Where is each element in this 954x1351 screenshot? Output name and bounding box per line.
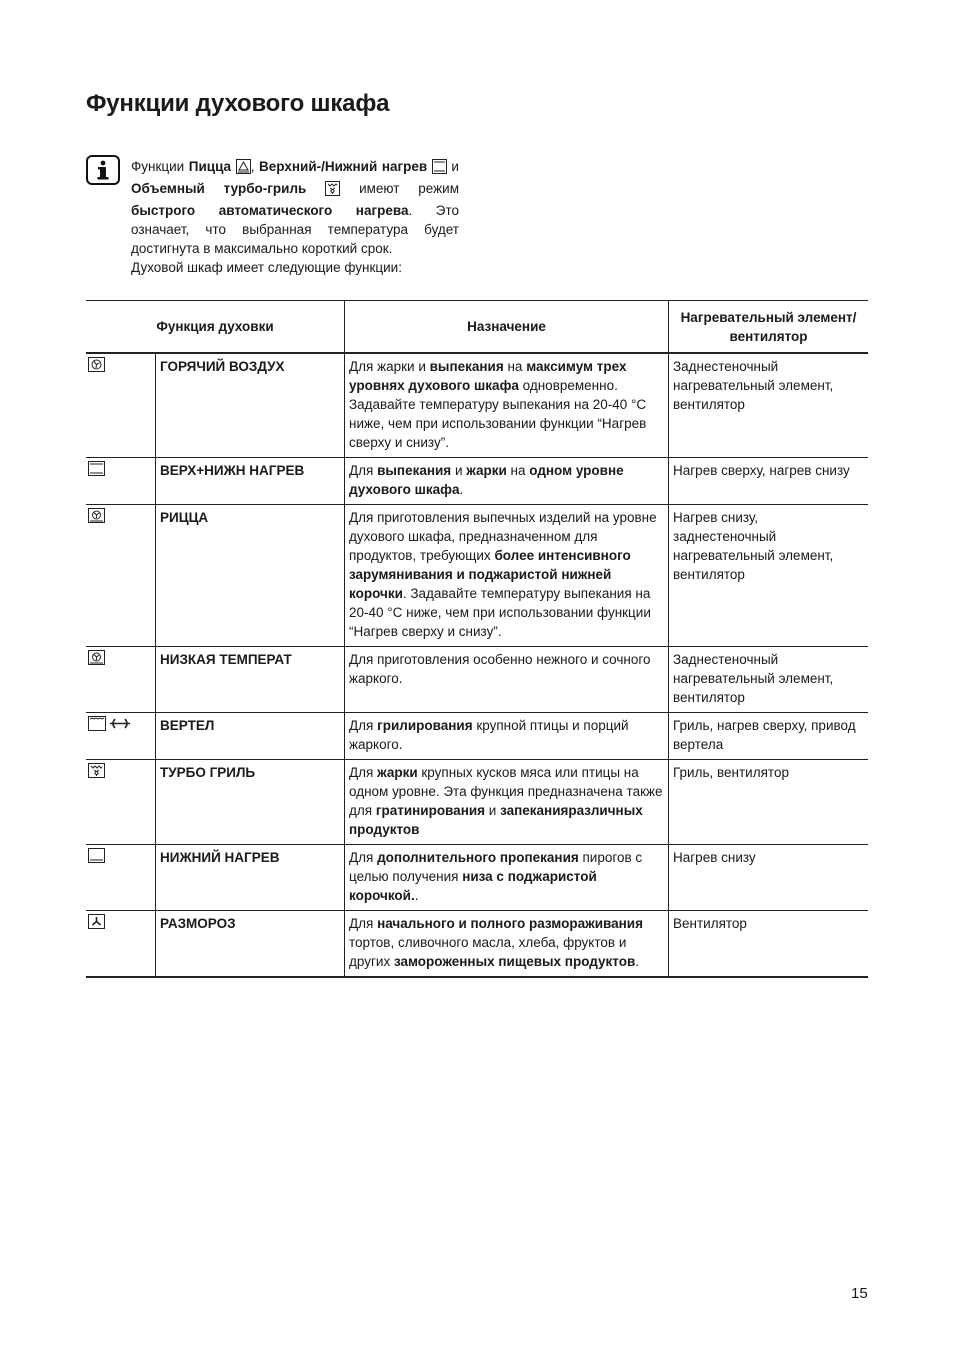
- function-element: Заднестеночный нагревательный элемент, вентилятор: [669, 353, 869, 458]
- function-purpose: Для жарки и выпекания на максимум трех уровнях духового шкафа одновременно. Задавайте температуру выпекания на 20-40 °С ниже, чем при использовании функции “Нагрев сверху и снизу”.: [345, 353, 669, 458]
- function-name: ВЕРТЕЛ: [156, 713, 345, 760]
- function-icon-cell: [86, 845, 156, 911]
- info-icon: [86, 155, 120, 185]
- function-name: НИЗКАЯ ТЕМПЕРАТ: [156, 647, 345, 713]
- header-element: Нагревательный элемент/вентилятор: [669, 301, 869, 354]
- function-name: РИЦЦА: [156, 505, 345, 647]
- table-row: [86, 458, 868, 505]
- pizza-label: Пицца: [188, 159, 232, 174]
- top-bottom-label: Верхний-/Нижний нагрев: [259, 159, 428, 174]
- low-temp-icon: [88, 653, 105, 668]
- function-element: Нагрев сверху, нагрев снизу: [669, 458, 869, 505]
- function-icon-cell: [86, 647, 156, 713]
- page-title: Функции духового шкафа: [86, 90, 390, 117]
- table-row: [86, 647, 868, 713]
- function-name: ГОРЯЧИЙ ВОЗДУХ: [156, 353, 345, 458]
- function-purpose: Для приготовления выпечных изделий на уровне духового шкафа, предназначенном для продуктов, требующих более интенсивного зарумянивания и поджаристой нижней корочки. Задавайте температуру выпекания на 20-40 °С ниже, чем при использовании функции “Нагрев сверху и снизу”.: [345, 505, 669, 647]
- table-row: [86, 713, 868, 760]
- function-element: Нагрев снизу, заднестеночный нагревательный элемент, вентилятор: [669, 505, 869, 647]
- function-element: Гриль, нагрев сверху, привод вертела: [669, 713, 869, 760]
- function-purpose: Для выпекания и жарки на одном уровне духового шкафа.: [345, 458, 669, 505]
- rotisserie-icon: [88, 719, 132, 734]
- function-element: Нагрев снизу: [669, 845, 869, 911]
- bottom-heat-icon: [88, 851, 105, 866]
- function-element: Вентилятор: [669, 911, 869, 978]
- page-number: 15: [851, 1285, 868, 1302]
- function-element: Заднестеночный нагревательный элемент, вентилятор: [669, 647, 869, 713]
- function-icon-cell: [86, 911, 156, 978]
- turbo-grill-icon: [88, 766, 105, 781]
- function-purpose: Для жарки крупных кусков мяса или птицы на одном уровне. Эта функция предназначена также для гратинирования и запеканияразличных продуктов: [345, 760, 669, 845]
- header-function: Функция духовки: [86, 301, 345, 354]
- hot-air-icon: [88, 360, 105, 375]
- info-paragraph: Функции Пицца , Верхний-/Нижний нагрев и Объемный турбо-гриль имеют режим быстрого автоматического нагрева. Это означает, что выбранная температура будет достигнута в максимально короткий срок.: [131, 159, 459, 256]
- function-icon-cell: [86, 505, 156, 647]
- function-purpose: Для начального и полного размораживания тортов, сливочного масла, хлеба, фруктов и других замороженных пищевых продуктов.: [345, 911, 669, 978]
- table-header-row: [86, 301, 868, 354]
- function-purpose: Для грилирования крупной птицы и порций жаркого.: [345, 713, 669, 760]
- function-name: ВЕРХ+НИЖН НАГРЕВ: [156, 458, 345, 505]
- top-bottom-heat-icon: [88, 464, 105, 479]
- table-row: [86, 760, 868, 845]
- function-name: РАЗМОРОЗ: [156, 911, 345, 978]
- function-icon-cell: [86, 713, 156, 760]
- function-name: ТУРБО ГРИЛЬ: [156, 760, 345, 845]
- function-icon-cell: [86, 458, 156, 505]
- table-row: [86, 505, 868, 647]
- function-name: НИЖНИЙ НАГРЕВ: [156, 845, 345, 911]
- function-element: Гриль, вентилятор: [669, 760, 869, 845]
- table-row: [86, 911, 868, 978]
- table-row: [86, 845, 868, 911]
- function-icon-cell: [86, 760, 156, 845]
- turbo-grill-icon: [325, 181, 340, 201]
- pizza-icon: [236, 159, 251, 179]
- info-text: [131, 157, 459, 277]
- oven-functions-table: [86, 300, 868, 978]
- pizza-icon: [88, 511, 105, 526]
- function-purpose: Для дополнительного пропекания пирогов с целью получения низа с поджаристой корочкой..: [345, 845, 669, 911]
- table-row: [86, 353, 868, 458]
- function-icon-cell: [86, 353, 156, 458]
- info-line2: Духовой шкаф имеет следующие функции:: [131, 260, 402, 275]
- fast-heat-label: быстрого автоматического нагрева: [131, 203, 409, 218]
- header-purpose: Назначение: [345, 301, 669, 354]
- top-bottom-heat-icon: [432, 159, 447, 179]
- turbo-label: Объемный турбо-гриль: [131, 181, 307, 196]
- function-purpose: Для приготовления особенно нежного и сочного жаркого.: [345, 647, 669, 713]
- defrost-icon: [88, 917, 105, 932]
